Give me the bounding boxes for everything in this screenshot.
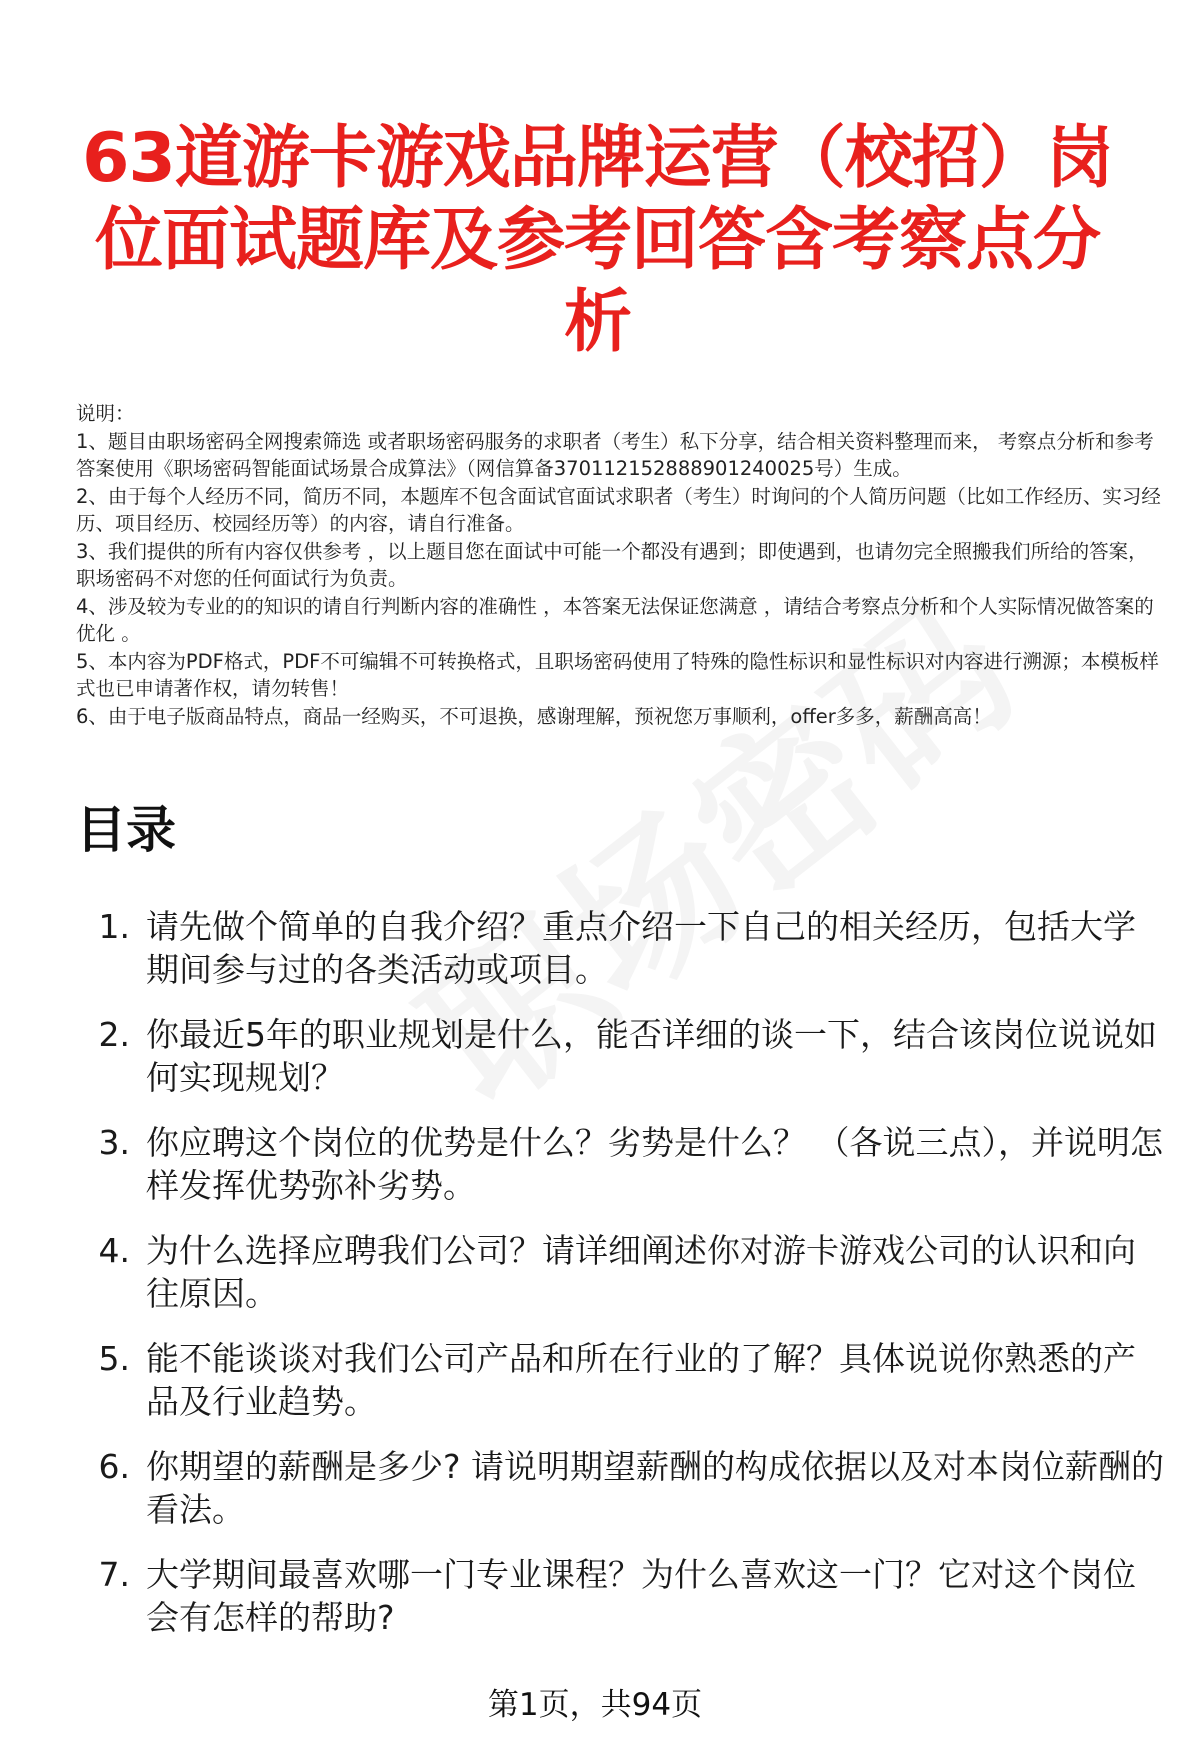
toc-item-number: 6. (98, 1447, 130, 1486)
note-item: 4、涉及较为专业的的知识的请自行判断内容的准确性 ，本答案无法保证您满意 ，请结合考察点分析和个人实际情况做答案的优化 。 (76, 594, 1154, 645)
toc-item-text: 能不能谈谈对我们公司产品和所在行业的了解？具体说说你熟悉的产品及行业趋势。 (146, 1339, 1136, 1421)
page-number: 第1页，共94页 (487, 1687, 703, 1723)
toc-item[interactable] (76, 1121, 1166, 1207)
toc-item[interactable] (76, 1337, 1166, 1423)
note-item: 2、由于每个人经历不同，简历不同，本题库不包含面试官面试求职者（考生）时询问的个人简历问题（比如工作经历、实习经历、项目经历、校园经历等）的内容，请自行准备。 (76, 484, 1161, 535)
note-item: 3、我们提供的所有内容仅供参考 ，以上题目您在面试中可能一个都没有遇到；即使遇到，也请勿完全照搬我们所给的答案，职场密码不对您的任何面试行为负责。 (76, 539, 1148, 590)
toc-heading: 目录 (76, 801, 176, 859)
notes-section (76, 400, 1166, 730)
toc-item-number: 2. (98, 1015, 130, 1054)
toc-item-text: 你最近5年的职业规划是什么，能否详细的谈一下，结合该岗位说说如何实现规划？ (146, 1015, 1157, 1097)
toc-item-number: 5. (98, 1339, 130, 1378)
toc-item-text: 你应聘这个岗位的优势是什么？劣势是什么？ （各说三点），并说明怎样发挥优势弥补劣势。 (146, 1123, 1163, 1205)
toc-item-text: 你期望的薪酬是多少? 请说明期望薪酬的构成依据以及对本岗位薪酬的看法。 (146, 1447, 1165, 1529)
note-item: 6、由于电子版商品特点，商品一经购买，不可退换，感谢理解，预祝您万事顺利，offer多多，薪酬高高！ (76, 704, 992, 728)
toc-item-number: 4. (98, 1231, 130, 1270)
toc-item[interactable] (76, 1553, 1166, 1639)
toc-item-text: 大学期间最喜欢哪一门专业课程？为什么喜欢这一门？它对这个岗位会有怎样的帮助? (146, 1555, 1136, 1637)
toc-item-number: 1. (98, 907, 130, 946)
table-of-contents (76, 905, 1166, 1661)
notes-heading: 说明： (76, 402, 135, 425)
note-item: 5、本内容为PDF格式，PDF不可编辑不可转换格式，且职场密码使用了特殊的隐性标识和显性标识对内容进行溯源；本模板样式也已申请著作权，请勿转售！ (76, 649, 1159, 700)
toc-item[interactable] (76, 1445, 1166, 1531)
note-item: 1、题目由职场密码全网搜索筛选 或者职场密码服务的求职者（考生）私下分享，结合相关资料整理而来， 考察点分析和参考答案使用《职场密码智能面试场景合成算法》（网信算备370112152888901240025号）生成。 (76, 429, 1154, 480)
toc-item-text: 请先做个简单的自我介绍？重点介绍一下自己的相关经历，包括大学期间参与过的各类活动或项目。 (146, 907, 1136, 989)
toc-item[interactable] (76, 1013, 1166, 1099)
toc-item-number: 3. (98, 1123, 130, 1162)
toc-item[interactable] (76, 1229, 1166, 1315)
toc-item-number: 7. (98, 1555, 130, 1594)
document-title: 63道游卡游戏品牌运营（校招）岗位面试题库及参考回答含考察点分析 (82, 119, 1113, 362)
toc-item-text: 为什么选择应聘我们公司？请详细阐述你对游卡游戏公司的认识和向往原因。 (146, 1231, 1136, 1313)
toc-item[interactable] (76, 905, 1166, 991)
